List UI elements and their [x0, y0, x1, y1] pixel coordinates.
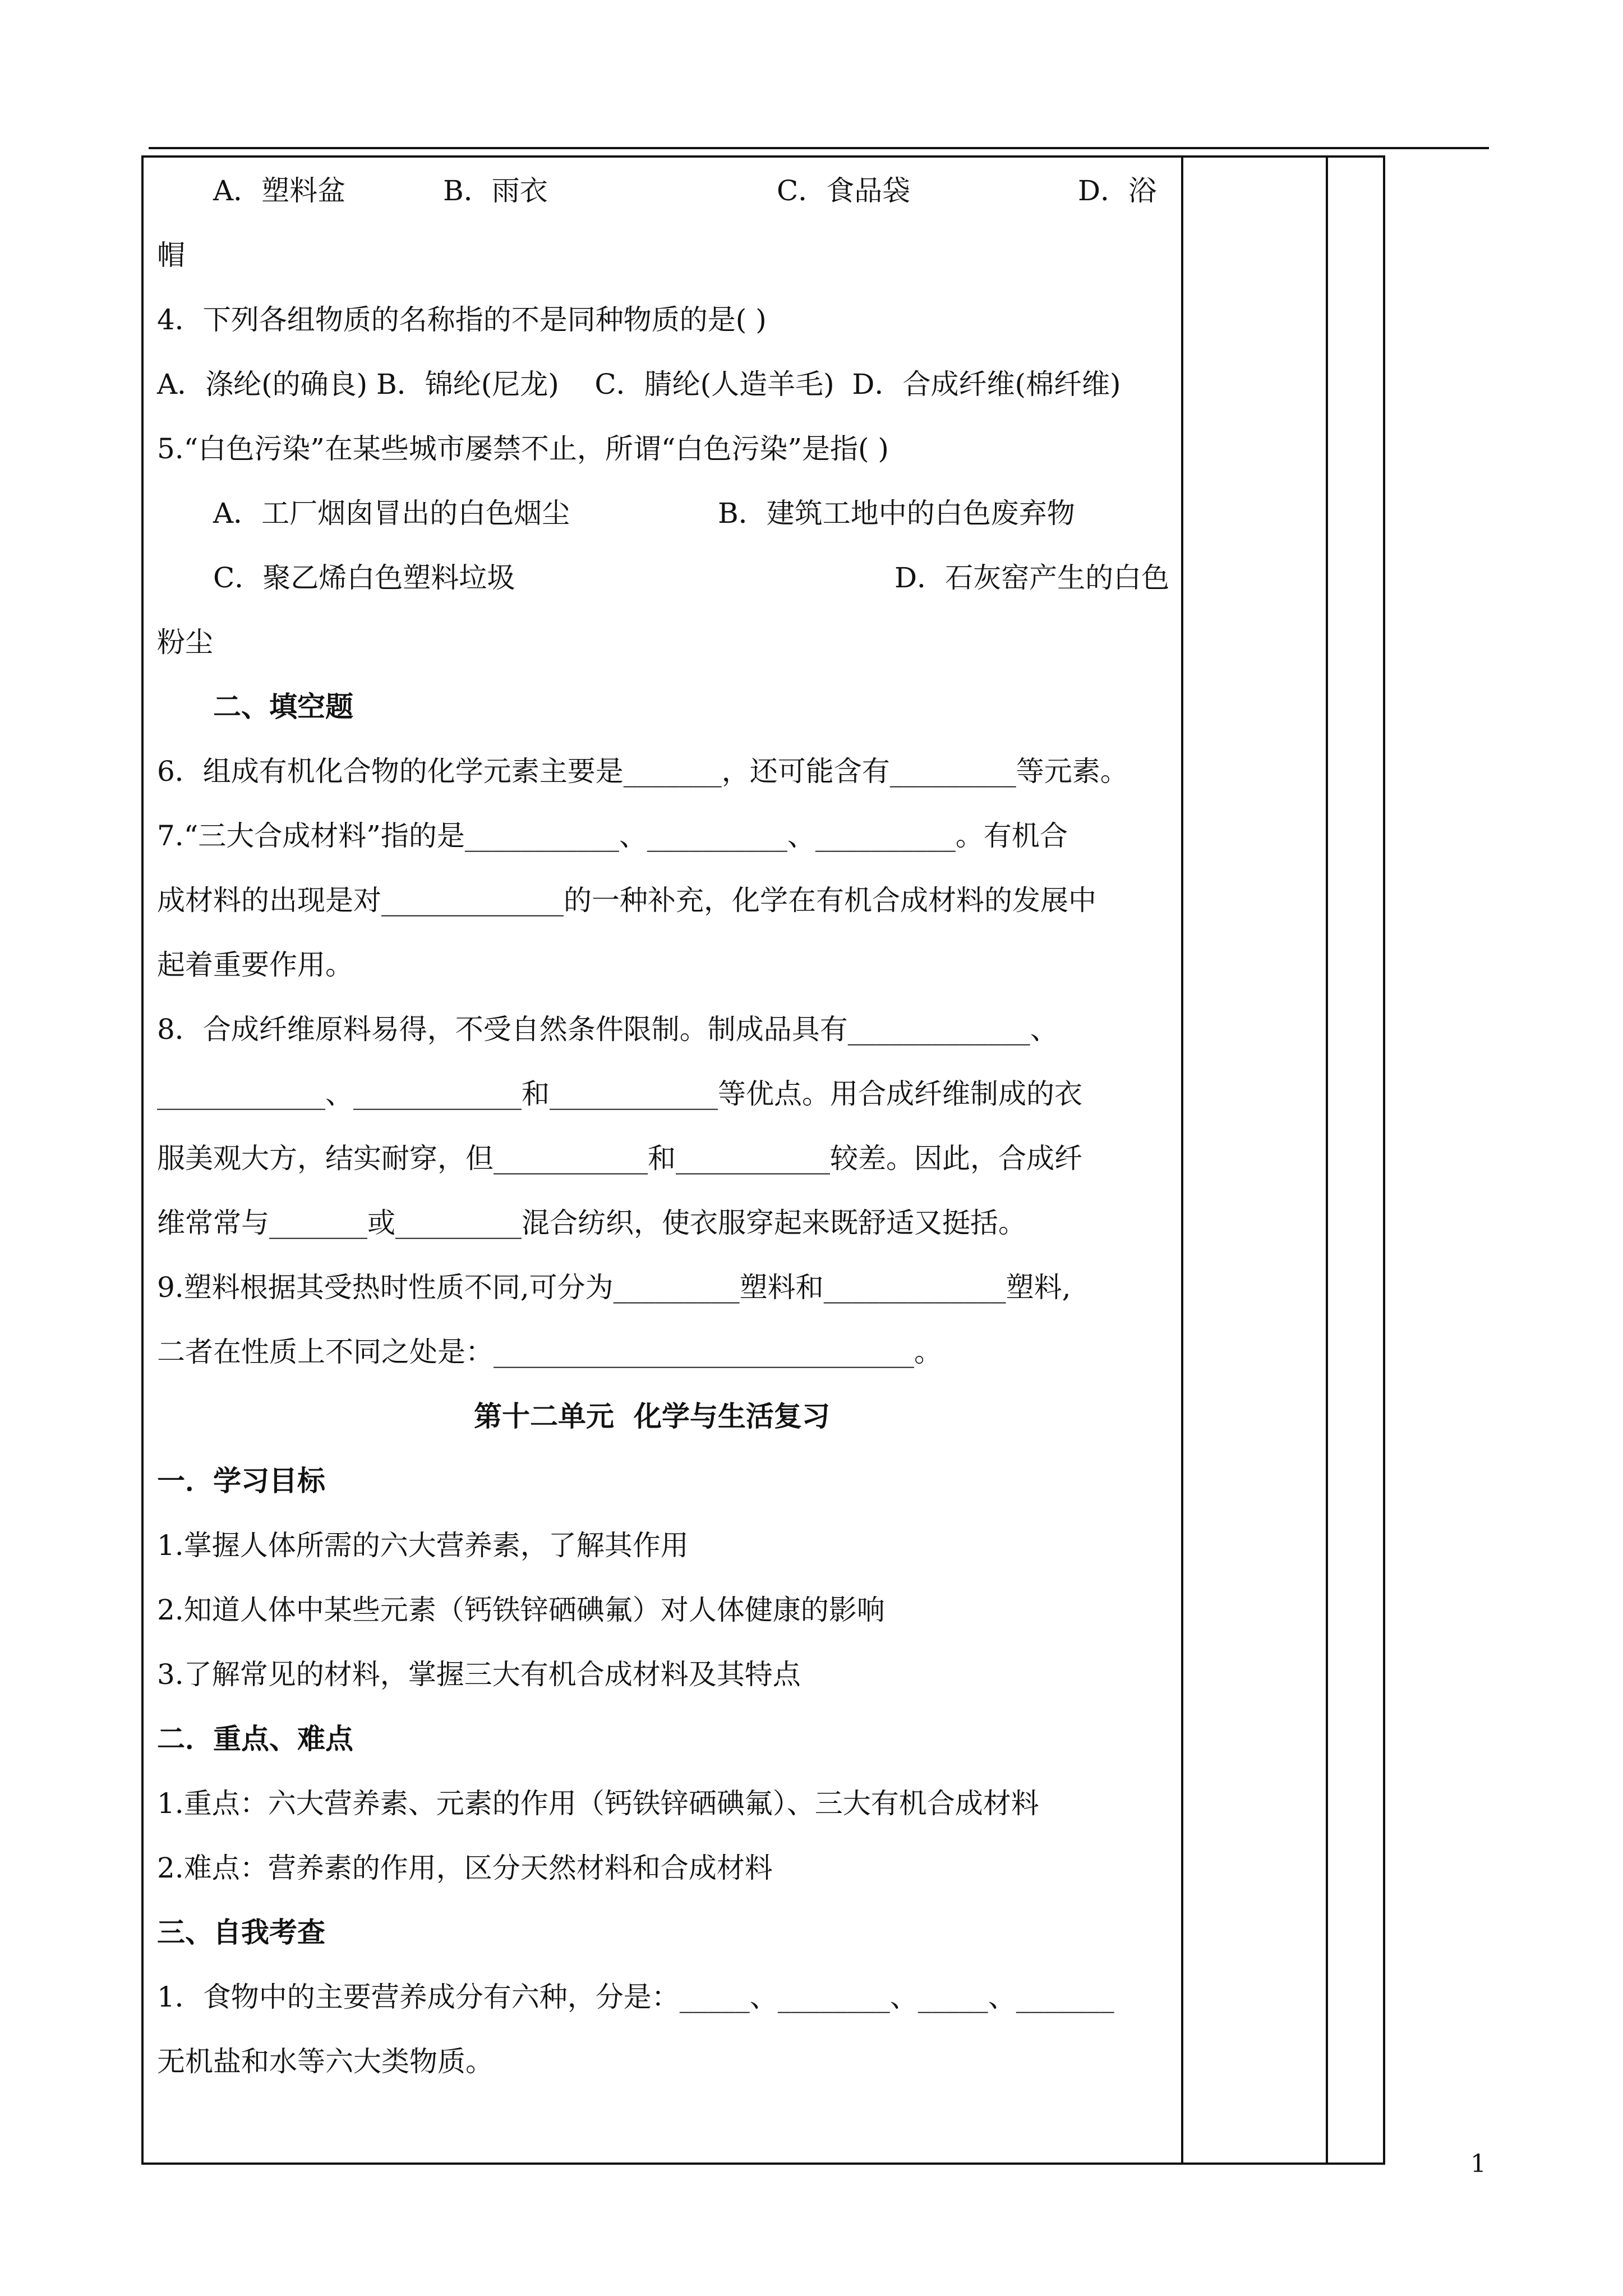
goal-item: 3.了解常见的材料，掌握三大有机合成材料及其特点	[157, 1658, 801, 1691]
q3-option-c: C．食品袋	[777, 174, 911, 207]
keypoint-item: 2.难点：营养素的作用，区分天然材料和合成材料	[157, 1852, 773, 1884]
q4-options: A．涤纶(的确良) B．锦纶(尼龙) C．腈纶(人造羊毛) D．合成纤维(棉纤维)	[157, 368, 1121, 401]
q9-line2: 二者在性质上不同之处是：______________________________。	[157, 1336, 942, 1368]
keypoints-title: 二．重点、难点	[157, 1722, 353, 1755]
q8-line1: 8．合成纤维原料易得，不受自然条件限制。制成品具有_____________、	[157, 1013, 1058, 1046]
q5-option-d-cont: 粉尘	[157, 626, 213, 659]
q5-option-a: A．工厂烟囱冒出的白色烟尘	[213, 497, 570, 530]
table-column-divider	[1326, 155, 1328, 2165]
q5-stem: 5.“白色污染”在某些城市屡禁不止，所谓“白色污染”是指( )	[157, 432, 889, 465]
selfcheck-line1: 1．食物中的主要营养成分有六种，分是：_____、________、_____、_______	[157, 1981, 1114, 2013]
q9-line1: 9.塑料根据其受热时性质不同,可分为_________塑料和_____________塑料,	[157, 1271, 1071, 1304]
q8-line2: ____________、____________和____________等优点。用合成纤维制成的衣	[157, 1078, 1082, 1110]
q3-option-d-cont: 帽	[157, 239, 185, 272]
q3-option-a: A．塑料盆	[213, 174, 346, 207]
q5-option-b: B．建筑工地中的白色废弃物	[718, 497, 1075, 530]
page-number: 1	[1470, 2150, 1486, 2178]
q5-option-c: C．聚乙烯白色塑料垃圾	[213, 562, 515, 594]
q4-stem: 4．下列各组物质的名称指的不是同种物质的是( )	[157, 303, 767, 336]
header-rule	[149, 147, 1489, 149]
q7-line3: 起着重要作用。	[157, 949, 353, 981]
q7-line2: 成材料的出现是对_____________的一种补充，化学在有机合成材料的发展中	[157, 884, 1096, 917]
goal-item: 2.知道人体中某些元素（钙铁锌硒碘氟）对人体健康的影响	[157, 1594, 885, 1626]
selfcheck-title: 三、自我考查	[157, 1916, 325, 1949]
q5-option-d: D．石灰窑产生的白色	[895, 562, 1170, 594]
q8-line3: 服美观大方，结实耐穿，但___________和___________较差。因此，合成纤	[157, 1142, 1082, 1175]
q7-line1: 7.“三大合成材料”指的是___________、__________、__________。有机合	[157, 820, 1068, 852]
q3-option-b: B．雨衣	[443, 174, 548, 207]
q3-option-d: D．浴	[1078, 174, 1157, 207]
goal-item: 1.掌握人体所需的六大营养素，了解其作用	[157, 1529, 689, 1562]
table-column-divider	[1181, 155, 1183, 2165]
keypoint-item: 1.重点：六大营养素、元素的作用（钙铁锌硒碘氟）、三大有机合成材料	[157, 1787, 1039, 1820]
section-fill-in-title: 二、填空题	[213, 690, 353, 723]
q8-line4: 维常常与_______或_________混合纺织，使衣服穿起来既舒适又挺括。	[157, 1207, 1026, 1239]
unit-title: 第十二单元 化学与生活复习	[474, 1400, 830, 1433]
goals-title: 一．学习目标	[157, 1464, 325, 1497]
selfcheck-line2: 无机盐和水等六大类物质。	[157, 2045, 494, 2078]
q6: 6．组成有机化合物的化学元素主要是_______，还可能含有_________等元素。	[157, 755, 1128, 788]
